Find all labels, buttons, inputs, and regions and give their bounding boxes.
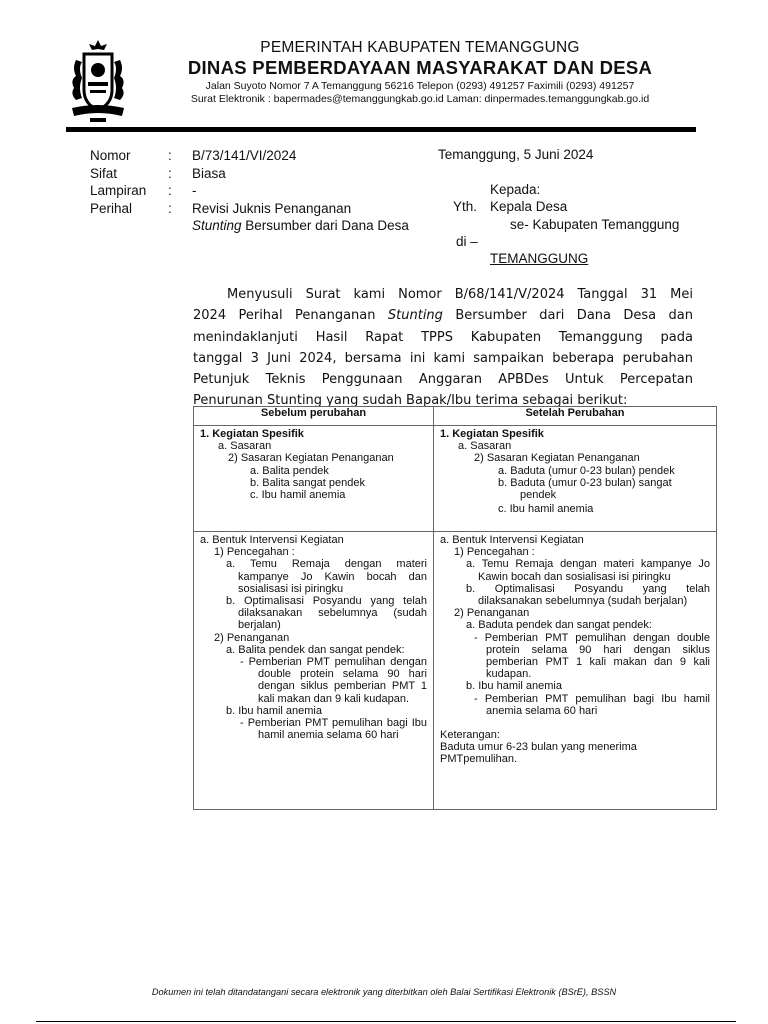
letterhead (140, 38, 700, 106)
list-item: 1) Pencegahan : (214, 546, 295, 559)
temanggung-emblem-logo (66, 38, 130, 124)
body-fragment: 2024 Perihal Penanganan (193, 308, 388, 324)
list-item: 2) Penanganan (214, 631, 290, 644)
header-before: Sebelum perubahan (194, 407, 434, 426)
list-item: 2) Sasaran Kegiatan Penanganan (228, 452, 394, 465)
list-item: 2) Sasaran Kegiatan Penanganan (474, 452, 640, 465)
lampiran-label: Lampiran (90, 183, 147, 198)
header-after: Setelah Perubahan (434, 407, 717, 426)
colon: : (168, 183, 172, 198)
list-item: - Pemberian PMT pemulihan dengan double protein selama 90 hari dengan siklus pemberian PMT 1 kali makan dan 9 kali kudapan. (474, 631, 710, 681)
perihal-rest: Bersumber dari Dana Desa (241, 218, 409, 233)
letterhead-agency: DINAS PEMBERDAYAAN MASYARAKAT DAN DESA (187, 57, 653, 78)
lampiran-value: - (192, 183, 197, 198)
sifat-label: Sifat (90, 165, 118, 181)
date: , 5 Juni 2024 (516, 147, 594, 162)
list-item: a. Sasaran (218, 440, 272, 453)
list-item: 1) Pencegahan : (454, 546, 535, 559)
nomor-label: Nomor (90, 148, 131, 163)
body-line: Menyusuli Surat kami Nomor B/68/141/V/2024 Tanggal 31 Mei (227, 287, 693, 302)
body-line: Penurunan Stunting yang sudah Bapak/Ibu terima sebagai berikut: (193, 393, 628, 409)
body-line (193, 305, 693, 326)
list-item: a. Baduta pendek dan sangat pendek: (466, 619, 652, 632)
list-item: b. Optimalisasi Posyandu yang telah dilaksanakan sebelumnya (sudah berjalan) (226, 595, 427, 632)
list-item: - Pemberian PMT pemulihan bagi Ibu hamil anemia selama 60 hari (474, 692, 710, 717)
place-date (438, 147, 593, 162)
list-item: b. Baduta (umur 0-23 bulan) sangat (498, 476, 672, 489)
perihal-label: Perihal (90, 200, 133, 216)
list-item: a. Temu Remaja dengan materi kampanye Jo Kawin bocah dan sosialisasi isi piringku (226, 558, 427, 595)
kepada: Kepada: (490, 182, 541, 197)
list-item: a. Temu Remaja dengan materi kampanye Jo Kawin bocah dan sosialisasi isi piringku (466, 558, 710, 583)
letterhead-address: Jalan Suyoto Nomor 7 A Temanggung 56216 Telepon (0293) 491257 Faximili (0293) 491257 (205, 80, 635, 92)
list-item: b. Ibu hamil anemia (226, 704, 322, 717)
cell-before-intervention (194, 532, 434, 810)
letterhead-government: PEMERINTAH KABUPATEN TEMANGGUNG (260, 39, 580, 56)
list-item: a. Baduta (umur 0-23 bulan) pendek (498, 464, 675, 477)
list-item: b. Balita sangat pendek (250, 476, 365, 489)
perihal-value-line1: Revisi Juknis Penanganan (192, 200, 352, 216)
comparison-table (193, 406, 717, 810)
sifat-value: Biasa (192, 165, 226, 181)
letter-body (193, 284, 693, 412)
place: Temanggung (438, 147, 517, 162)
list-item: 2) Penanganan (454, 607, 530, 620)
di-label: di – (456, 234, 478, 249)
colon: : (168, 148, 172, 163)
note-text: Baduta umur 6-23 bulan yang menerima PMTpemulihan. (440, 741, 637, 766)
cell-after-intervention (434, 532, 717, 810)
list-item: pendek (520, 489, 557, 502)
nomor-value: B/73/141/VI/2024 (192, 148, 297, 163)
letterhead-contact: Surat Elektronik : bapermades@temanggungkab.go.id Laman: dinpermades.temanggungkab.go.id (190, 93, 650, 105)
body-line: Petunjuk Teknis Penggunaan Anggaran APBDes Untuk Percepatan (193, 372, 693, 388)
section-title: 1. Kegiatan Spesifik (440, 428, 544, 440)
recipient-city: TEMANGGUNG (490, 251, 589, 266)
list-item: b. Ibu hamil anemia (466, 680, 562, 693)
body-line: menindaklanjuti Hasil Rapat TPPS Kabupaten Temanggung pada (193, 329, 693, 345)
section-title: 1. Kegiatan Spesifik (200, 428, 304, 440)
colon: : (168, 165, 172, 181)
stunting-italic: Stunting (192, 218, 242, 233)
list-item: - Pemberian PMT pemulihan dengan double protein selama 90 hari dengan siklus pemberian PMT 1 kali makan dan 9 kali kudapan. (240, 656, 427, 705)
list-item: c. Ibu hamil anemia (498, 503, 594, 516)
recipient-name: Kepala Desa (490, 199, 568, 214)
cell-before-target (194, 426, 434, 532)
perihal-value-line2 (192, 217, 409, 235)
footer-divider (36, 1021, 736, 1022)
list-item: c. Ibu hamil anemia (250, 489, 346, 502)
list-item: b. Optimalisasi Posyandu yang telah dilaksanakan sebelumnya (sudah berjalan) (466, 582, 710, 608)
list-item: a. Balita pendek (250, 464, 329, 477)
colon: : (168, 200, 172, 216)
esign-footer: Dokumen ini telah ditandatangani secara elektronik yang diterbitkan oleh Balai Sertifikasi Elektronik (BSrE), BSSN (151, 987, 617, 997)
body-fragment: Bersumber dari Dana Desa dan (442, 308, 693, 324)
body-italic: Stunting (387, 308, 443, 324)
note-label: Keterangan: (440, 729, 500, 742)
list-item: a. Bentuk Intervensi Kegiatan (200, 534, 344, 546)
recipient-area: se- Kabupaten Temanggung (510, 217, 680, 232)
yth: Yth. (453, 199, 478, 214)
list-item: a. Bentuk Intervensi Kegiatan (440, 534, 584, 546)
letterhead-divider (66, 127, 696, 132)
list-item: a. Sasaran (458, 440, 512, 453)
list-item: - Pemberian PMT pemulihan bagi Ibu hamil anemia selama 60 hari (240, 717, 427, 742)
body-line: tanggal 3 Juni 2024, bersama ini kami sampaikan beberapa perubahan (193, 350, 693, 366)
cell-after-target (434, 426, 717, 532)
list-item: a. Balita pendek dan sangat pendek: (226, 643, 405, 656)
